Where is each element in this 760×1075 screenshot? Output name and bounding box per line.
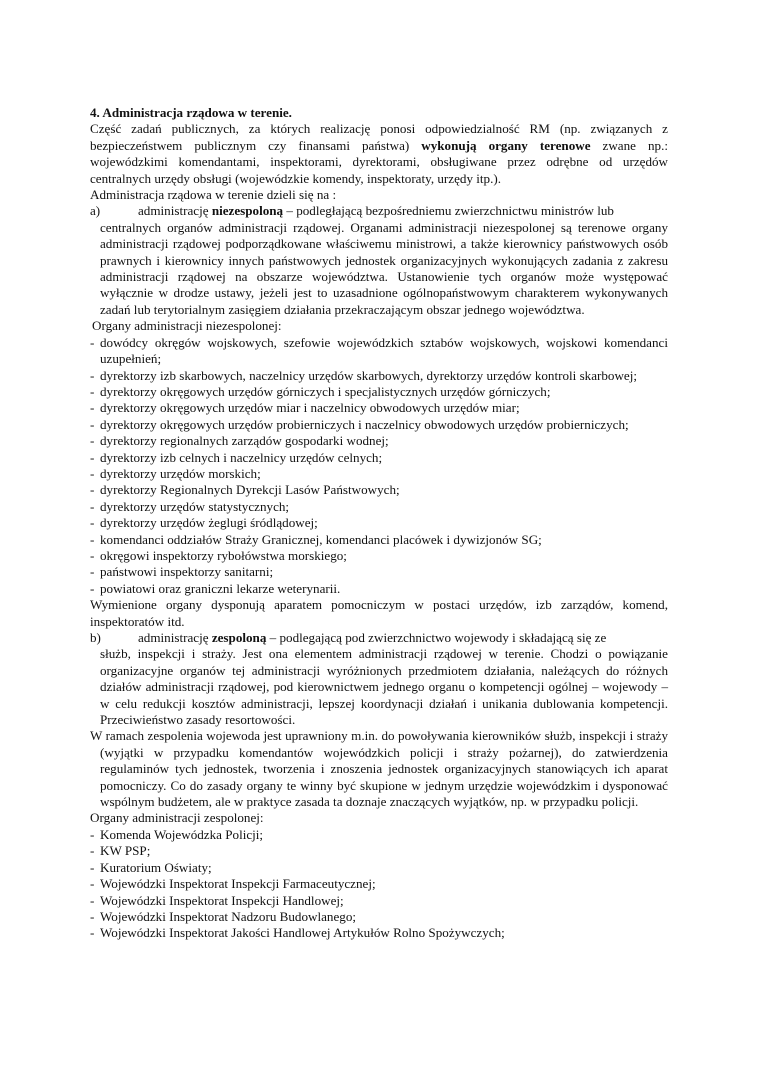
list-item: - KW PSP; [90, 843, 151, 859]
list-item: - Wojewódzki Inspektorat Inspekcji Farmaceutycznej; [90, 876, 376, 892]
list-item: - dyrektorzy izb skarbowych, naczelnicy urzędów skarbowych, dyrektorzy urzędów kontroli skarbowej; [90, 367, 638, 383]
divides-line: Administracja rządowa w terenie dzieli się na : [90, 187, 337, 203]
section-a-continuation: centralnych organów administracji rządowej. Organami administracji niezespolonej są terenowe organy administracji rządowej podporządkowane właściwemu ministrowi, a także kierownicy państwowych osób prawnych i kierownicy innych państwowych jednostek organizacyjnych wykonujących zadania z zakresu administracji rządowej na obszarze województwa. Ustanowienie tych organów może występować wyłącznie w drodze ustawy, jeżeli jest to uzasadnione ogólnopaństwowym charakterem wykonywanych zadań lub terytorialnym zasięgiem działania przekraczającym obszar jednego województwa. [100, 219, 668, 317]
list-item: - państwowi inspektorzy sanitarni; [90, 564, 274, 580]
list-item: - Wojewódzki Inspektorat Nadzoru Budowlanego; [90, 908, 357, 924]
intro-paragraph [90, 121, 668, 187]
section-heading: 4. Administracja rządowa w terenie. [90, 105, 292, 120]
list-item: - dyrektorzy okręgowych urzędów probierniczych i naczelnicy obwodowych urzędów probierniczych; [90, 416, 629, 432]
list-item: - dyrektorzy urzędów statystycznych; [90, 498, 290, 514]
list-a-after: Wymienione organy dysponują aparatem pomocniczym w postaci urzędów, izb zarządów, komend, inspektoratów itd. [90, 597, 668, 629]
list-item: - dowódcy okręgów wojskowych, szefowie wojewódzkich sztabów wojskowych, wojskowi komendanci uzupełnień; [90, 334, 668, 367]
section-a-lead [90, 203, 668, 219]
list-item: - komendanci oddziałów Straży Granicznej, komendanci placówek i dywizjonów SG; [90, 531, 542, 547]
section-b-continuation: służb, inspekcji i straży. Jest ona elementem administracji rządowej w terenie. Chodzi o powiązanie organizacyjne organów tej administracji wyróżnionych przedmiotem działania, należących do różnych działów administracji rządowej, pod kierownictwem jednego organu o kompetencji ogólnej – wojewody – w celu redukcji kosztów administracji, lepszej koordynacji działań i unikania dublowania kompetencji. Przeciwieństwo zasady resortowości. [100, 646, 668, 728]
intro-text-1: Część zadań publicznych, za których realizację ponosi odpowiedzialność RM (np. związanych z bezpieczeństwem publicznym czy finansami państwa) [90, 121, 668, 153]
list-a-heading: Organy administracji niezespolonej: [92, 318, 282, 334]
list-b [90, 827, 668, 942]
list-item: - dyrektorzy urzędów morskich; [90, 465, 261, 481]
list-item: - dyrektorzy urzędów żeglugi śródlądowej; [90, 515, 318, 531]
list-item: - dyrektorzy regionalnych zarządów gospodarki wodnej; [90, 433, 389, 449]
list-item: - Kuratorium Oświaty; [90, 859, 212, 875]
section-b-lead [90, 630, 668, 646]
section-b-bold: zespoloną [211, 630, 267, 645]
section-b-label: b) [90, 630, 101, 645]
wojewoda-paragraph: W ramach zespolenia wojewoda jest uprawniony m.in. do powoływania kierowników służb, inspekcji i straży (wyjątki w przypadku komendantów wojewódzkich policji i straży pożarnej), do zatwierdzenia regulaminów tych jednostek, tworzenia i znoszenia jednostek organizacyjnych stanowiących ich aparat pomocniczy. Co do zasady organy te winny być skupione w jednym urzędzie wojewódzkim i dysponować wspólnym budżetem, ale w praktyce zasada ta doznaje znaczących wyjątków, np. w przypadku policji. [90, 728, 668, 810]
section-a-pre: administrację [138, 203, 212, 219]
section-a-bold: niezespoloną [211, 203, 284, 219]
list-item: - Komenda Wojewódzka Policji; [90, 826, 264, 842]
list-item: - powiatowi oraz graniczni lekarze weterynarii. [90, 580, 341, 596]
document-page [90, 105, 668, 942]
list-item: - Wojewódzki Inspektorat Jakości Handlowej Artykułów Rolno Spożywczych; [90, 925, 505, 941]
section-b-post: – podlegającą pod zwierzchnictwo wojewody i składającą się ze [266, 630, 607, 645]
section-a-post: – podległającą bezpośredniemu zwierzchnictwu ministrów lub [283, 203, 614, 219]
list-item: - dyrektorzy okręgowych urzędów górniczych i specjalistycznych urzędów górniczych; [90, 383, 551, 399]
list-a [90, 335, 668, 598]
list-item: - Wojewódzki Inspektorat Inspekcji Handlowej; [90, 892, 344, 908]
intro-bold: wykonują organy terenowe [421, 137, 591, 153]
list-item: - okręgowi inspektorzy rybołówstwa morskiego; [90, 547, 347, 563]
intro-text-2: zwane np.: wojewódzkimi komendantami, inspektorami, dyrektorami, obsługiwane przez odrębne od urzędów centralnych urzędy obsługi (wojewódzkie komendy, inspektoraty, urzędy itp.). [90, 137, 668, 186]
list-item: - dyrektorzy okręgowych urzędów miar i naczelnicy obwodowych urzędów miar; [90, 400, 520, 416]
list-item: - dyrektorzy Regionalnych Dyrekcji Lasów Państwowych; [90, 482, 400, 498]
section-b-pre: administrację [138, 630, 212, 645]
list-b-heading: Organy administracji zespolonej: [90, 810, 264, 826]
section-a-label: a) [90, 203, 101, 219]
list-item: - dyrektorzy izb celnych i naczelnicy urzędów celnych; [90, 449, 383, 465]
